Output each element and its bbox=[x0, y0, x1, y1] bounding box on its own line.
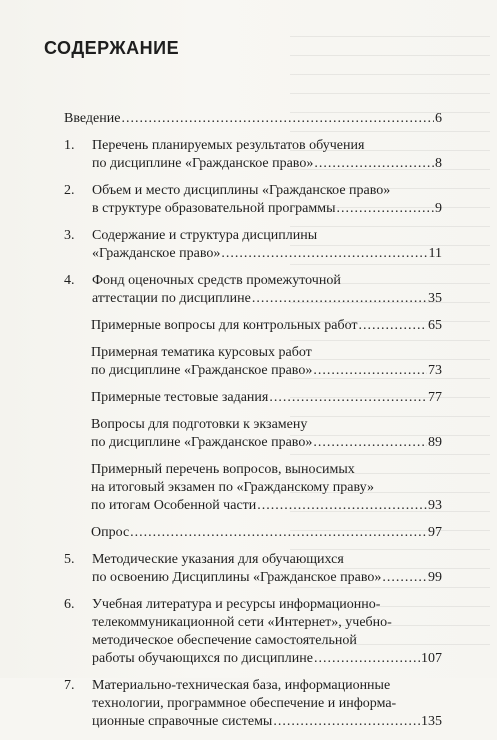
toc-subentry-final-exam bbox=[64, 461, 442, 515]
toc-entry-title: по дисциплине «Гражданское право» bbox=[92, 156, 314, 171]
toc-entry-5 bbox=[64, 551, 442, 587]
toc-page-number: 89 bbox=[428, 435, 442, 450]
toc-page-number: 93 bbox=[428, 498, 442, 513]
toc-entry-number: 5. bbox=[64, 552, 75, 567]
leader-dots bbox=[273, 713, 420, 731]
toc-entry-line: Примерная тематика курсовых работ bbox=[91, 345, 312, 360]
toc-subentry-exam-questions bbox=[64, 416, 442, 452]
toc-entry-4 bbox=[64, 272, 442, 308]
toc-entry-number: 1. bbox=[64, 138, 75, 153]
toc-entry-number: 6. bbox=[64, 597, 75, 612]
leader-dots bbox=[313, 434, 427, 452]
leader-dots bbox=[121, 110, 434, 128]
toc-page-number: 73 bbox=[428, 363, 442, 378]
toc-entry-title: «Гражданское право» bbox=[92, 246, 221, 261]
toc-entry-line: Фонд оценочных средств промежуточной bbox=[92, 273, 341, 288]
leader-dots bbox=[313, 362, 427, 380]
leader-dots bbox=[269, 389, 427, 407]
toc-entry-1 bbox=[64, 137, 442, 173]
toc-entry-intro bbox=[64, 110, 442, 128]
toc-subentry-control-works bbox=[64, 317, 442, 335]
toc-entry-line: Перечень планируемых результатов обучения bbox=[92, 138, 365, 153]
toc-entry-6 bbox=[64, 596, 442, 668]
toc-entry-line: Примерный перечень вопросов, выносимых bbox=[91, 462, 355, 477]
page-title: СОДЕРЖАНИЕ bbox=[44, 38, 180, 58]
toc-page-number: 65 bbox=[428, 318, 442, 333]
toc-entry-line: Учебная литература и ресурсы информационно- bbox=[92, 597, 381, 612]
toc-subentry-course-works bbox=[64, 344, 442, 380]
toc-page-number: 135 bbox=[421, 714, 442, 729]
toc-entry-title: аттестации по дисциплине bbox=[92, 291, 251, 306]
toc-entry-line: технологии, программное обеспечение и информа- bbox=[92, 696, 397, 711]
leader-dots bbox=[337, 200, 434, 218]
leader-dots bbox=[314, 650, 420, 668]
toc-entry-title: Введение bbox=[64, 111, 121, 126]
toc-page-number: 6 bbox=[435, 111, 442, 126]
toc-entry-2 bbox=[64, 182, 442, 218]
toc-entry-line: Материально-техническая база, информационные bbox=[92, 678, 391, 693]
toc-entry-title: по освоению Дисциплины «Гражданское право» bbox=[92, 570, 382, 585]
toc-entry-title: ционные справочные системы bbox=[92, 714, 273, 729]
toc-subentry-tests bbox=[64, 389, 442, 407]
toc-entry-line: телекоммуникационной сети «Интернет», учебно- bbox=[92, 615, 392, 630]
leader-dots bbox=[314, 155, 434, 173]
toc-page-number: 99 bbox=[428, 570, 442, 585]
toc-entry-title: в структуре образовательной программы bbox=[92, 201, 336, 216]
toc-entry-line: Объем и место дисциплины «Гражданское право» bbox=[92, 183, 391, 198]
toc-page-number: 107 bbox=[421, 651, 442, 666]
toc-entry-line: Содержание и структура дисциплины bbox=[92, 228, 318, 243]
toc-entry-number: 4. bbox=[64, 273, 75, 288]
toc-entry-line: Вопросы для подготовки к экзамену bbox=[91, 417, 308, 432]
toc-entry-title: по итогам Особенной части bbox=[91, 498, 257, 513]
toc-entry-title: по дисциплине «Гражданское право» bbox=[91, 363, 313, 378]
leader-dots bbox=[252, 290, 427, 308]
toc-entry-title: работы обучающихся по дисциплине bbox=[92, 651, 313, 666]
toc-page-number: 11 bbox=[428, 246, 442, 261]
toc-subentry-survey bbox=[64, 524, 442, 542]
toc-entry-line: Методические указания для обучающихся bbox=[92, 552, 344, 567]
leader-dots bbox=[257, 497, 427, 515]
toc-page-number: 35 bbox=[428, 291, 442, 306]
toc-entry-3 bbox=[64, 227, 442, 263]
toc-page-number: 8 bbox=[435, 156, 442, 171]
toc-entry-title: Опрос bbox=[91, 525, 130, 540]
table-of-contents bbox=[64, 110, 442, 740]
toc-entry-title: Примерные тестовые задания bbox=[91, 390, 269, 405]
toc-entry-number: 3. bbox=[64, 228, 75, 243]
leader-dots bbox=[359, 317, 427, 335]
toc-entry-title: Примерные вопросы для контрольных работ bbox=[91, 318, 358, 333]
toc-entry-title: по дисциплине «Гражданское право» bbox=[91, 435, 313, 450]
leader-dots bbox=[221, 245, 427, 263]
toc-entry-line: методическое обеспечение самостоятельной bbox=[92, 633, 357, 648]
leader-dots bbox=[130, 524, 427, 542]
toc-page-number: 97 bbox=[428, 525, 442, 540]
toc-entry-line: на итоговый экзамен по «Гражданскому праву» bbox=[91, 480, 374, 495]
toc-entry-number: 2. bbox=[64, 183, 75, 198]
leader-dots bbox=[382, 569, 427, 587]
toc-entry-7 bbox=[64, 677, 442, 731]
toc-page-number: 9 bbox=[435, 201, 442, 216]
toc-page-number: 77 bbox=[428, 390, 442, 405]
toc-entry-number: 7. bbox=[64, 678, 75, 693]
